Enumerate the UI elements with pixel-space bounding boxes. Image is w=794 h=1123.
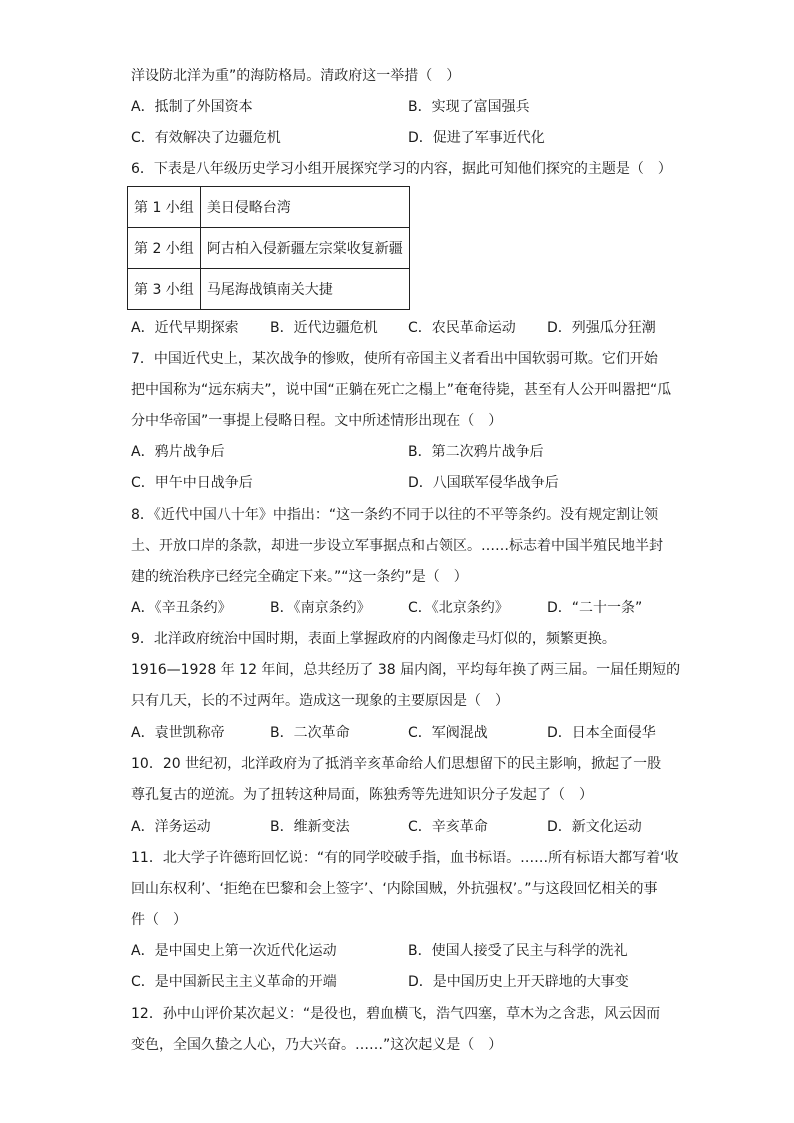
q6-option-c[interactable]: C．农民革命运动 <box>408 320 516 336</box>
q5-stem-tail: 洋设防北洋为重”的海防格局。清政府这一举措（ ） <box>131 68 461 84</box>
q9-stem-line: 1916—1928 年 12 年间，总共经历了 38 届内阁，平均每年换了两三届。一届任期短的 <box>131 662 681 678</box>
q7-stem-line: 7．中国近代史上，某次战争的惨败，使所有帝国主义者看出中国软弱可欺。它们开始 <box>131 351 658 367</box>
q9-option-c[interactable]: C．军阀混战 <box>408 725 488 741</box>
q7-stem-line: 分中华帝国”一事提上侵略日程。文中所述情形出现在（ ） <box>131 413 503 429</box>
q9-stem-line: 只有几天，长的不过两年。造成这一现象的主要原因是（ ） <box>131 693 509 709</box>
table-cell-topic: 阿古柏入侵新疆左宗棠收复新疆 <box>200 228 409 269</box>
q9-option-b[interactable]: B．二次革命 <box>270 725 350 741</box>
q7-option-a[interactable]: A．鸦片战争后 <box>131 444 225 460</box>
q10-stem-line: 尊孔复古的逆流。为了扭转这种局面，陈独秀等先进知识分子发起了（ ） <box>131 787 593 803</box>
q5-option-b[interactable]: B．实现了富国强兵 <box>408 99 530 115</box>
q7-option-d[interactable]: D．八国联军侵华战争后 <box>408 475 559 491</box>
q8-option-b[interactable]: B．《南京条约》 <box>270 600 371 616</box>
q5-option-a[interactable]: A．抵制了外国资本 <box>131 99 253 115</box>
q11-option-a[interactable]: A．是中国史上第一次近代化运动 <box>131 943 337 959</box>
q7-option-c[interactable]: C．甲午中日战争后 <box>131 475 253 491</box>
table-cell-group: 第 2 小组 <box>128 228 201 269</box>
q8-stem-line: 8．《近代中国八十年》中指出：“这一条约不同于以往的不平等条约。没有规定割让领 <box>131 507 659 523</box>
q7-stem-line: 把中国称为“远东病夫”，说中国“正躺在死亡之榻上”奄奄待毙，甚至有人公开叫嚣把“瓜 <box>131 382 672 398</box>
q10-stem-line: 10．20 世纪初，北洋政府为了抵消辛亥革命给人们思想留下的民主影响，掀起了一股 <box>131 756 662 772</box>
table-row <box>128 187 410 228</box>
table-row <box>128 228 410 269</box>
q6-stem: 6．下表是八年级历史学习小组开展探究学习的内容，据此可知他们探究的主题是（ ） <box>131 161 672 177</box>
q11-option-b[interactable]: B．使国人接受了民主与科学的洗礼 <box>408 943 628 959</box>
table-cell-group: 第 3 小组 <box>128 269 201 310</box>
q10-option-a[interactable]: A．洋务运动 <box>131 819 211 835</box>
q6-table <box>127 186 410 310</box>
q11-option-d[interactable]: D．是中国历史上开天辟地的大事变 <box>408 974 629 990</box>
table-row <box>128 269 410 310</box>
q11-stem-line: 件（ ） <box>131 912 187 928</box>
q12-stem-line: 变色，全国久蛰之人心，乃大兴奋。……”这次起义是（ ） <box>131 1037 503 1053</box>
q8-option-c[interactable]: C．《北京条约》 <box>408 600 509 616</box>
q6-option-a[interactable]: A．近代早期探索 <box>131 320 239 336</box>
table-cell-topic: 美日侵略台湾 <box>200 187 409 228</box>
q8-option-d[interactable]: D．“二十一条” <box>547 600 643 616</box>
table-cell-group: 第 1 小组 <box>128 187 201 228</box>
q10-option-c[interactable]: C．辛亥革命 <box>408 819 488 835</box>
q5-option-c[interactable]: C．有效解决了边疆危机 <box>131 130 281 146</box>
q5-option-d[interactable]: D．促进了军事近代化 <box>408 130 545 146</box>
q8-stem-line: 建的统治秩序已经完全确定下来。”“这一条约”是（ ） <box>131 569 468 585</box>
q12-stem-line: 12．孙中山评价某次起义：“是役也，碧血横飞，浩气四塞，草木为之含悲，风云因而 <box>131 1006 661 1022</box>
q11-stem-line: 回山东权利’、‘拒绝在巴黎和会上签字’、‘内除国贼，外抗强权’。”与这段回忆相关的事 <box>131 881 658 897</box>
q8-stem-line: 土、开放口岸的条款，却进一步设立军事据点和占领区。……标志着中国半殖民地半封 <box>131 538 663 554</box>
q6-option-d[interactable]: D．列强瓜分狂潮 <box>547 320 656 336</box>
q7-option-b[interactable]: B．第二次鸦片战争后 <box>408 444 544 460</box>
q9-stem-line: 9．北洋政府统治中国时期，表面上掌握政府的内阁像走马灯似的，频繁更换。 <box>131 631 616 647</box>
q8-option-a[interactable]: A．《辛丑条约》 <box>131 600 232 616</box>
q10-option-d[interactable]: D．新文化运动 <box>547 819 642 835</box>
q11-stem-line: 11．北大学子许德珩回忆说：“有的同学咬破手指，血书标语。……所有标语大都写着‘收 <box>131 850 679 866</box>
q6-option-b[interactable]: B．近代边疆危机 <box>270 320 378 336</box>
q10-option-b[interactable]: B．维新变法 <box>270 819 350 835</box>
q11-option-c[interactable]: C．是中国新民主主义革命的开端 <box>131 974 337 990</box>
q9-option-d[interactable]: D．日本全面侵华 <box>547 725 656 741</box>
table-cell-topic: 马尾海战镇南关大捷 <box>200 269 409 310</box>
q9-option-a[interactable]: A．袁世凯称帝 <box>131 725 225 741</box>
